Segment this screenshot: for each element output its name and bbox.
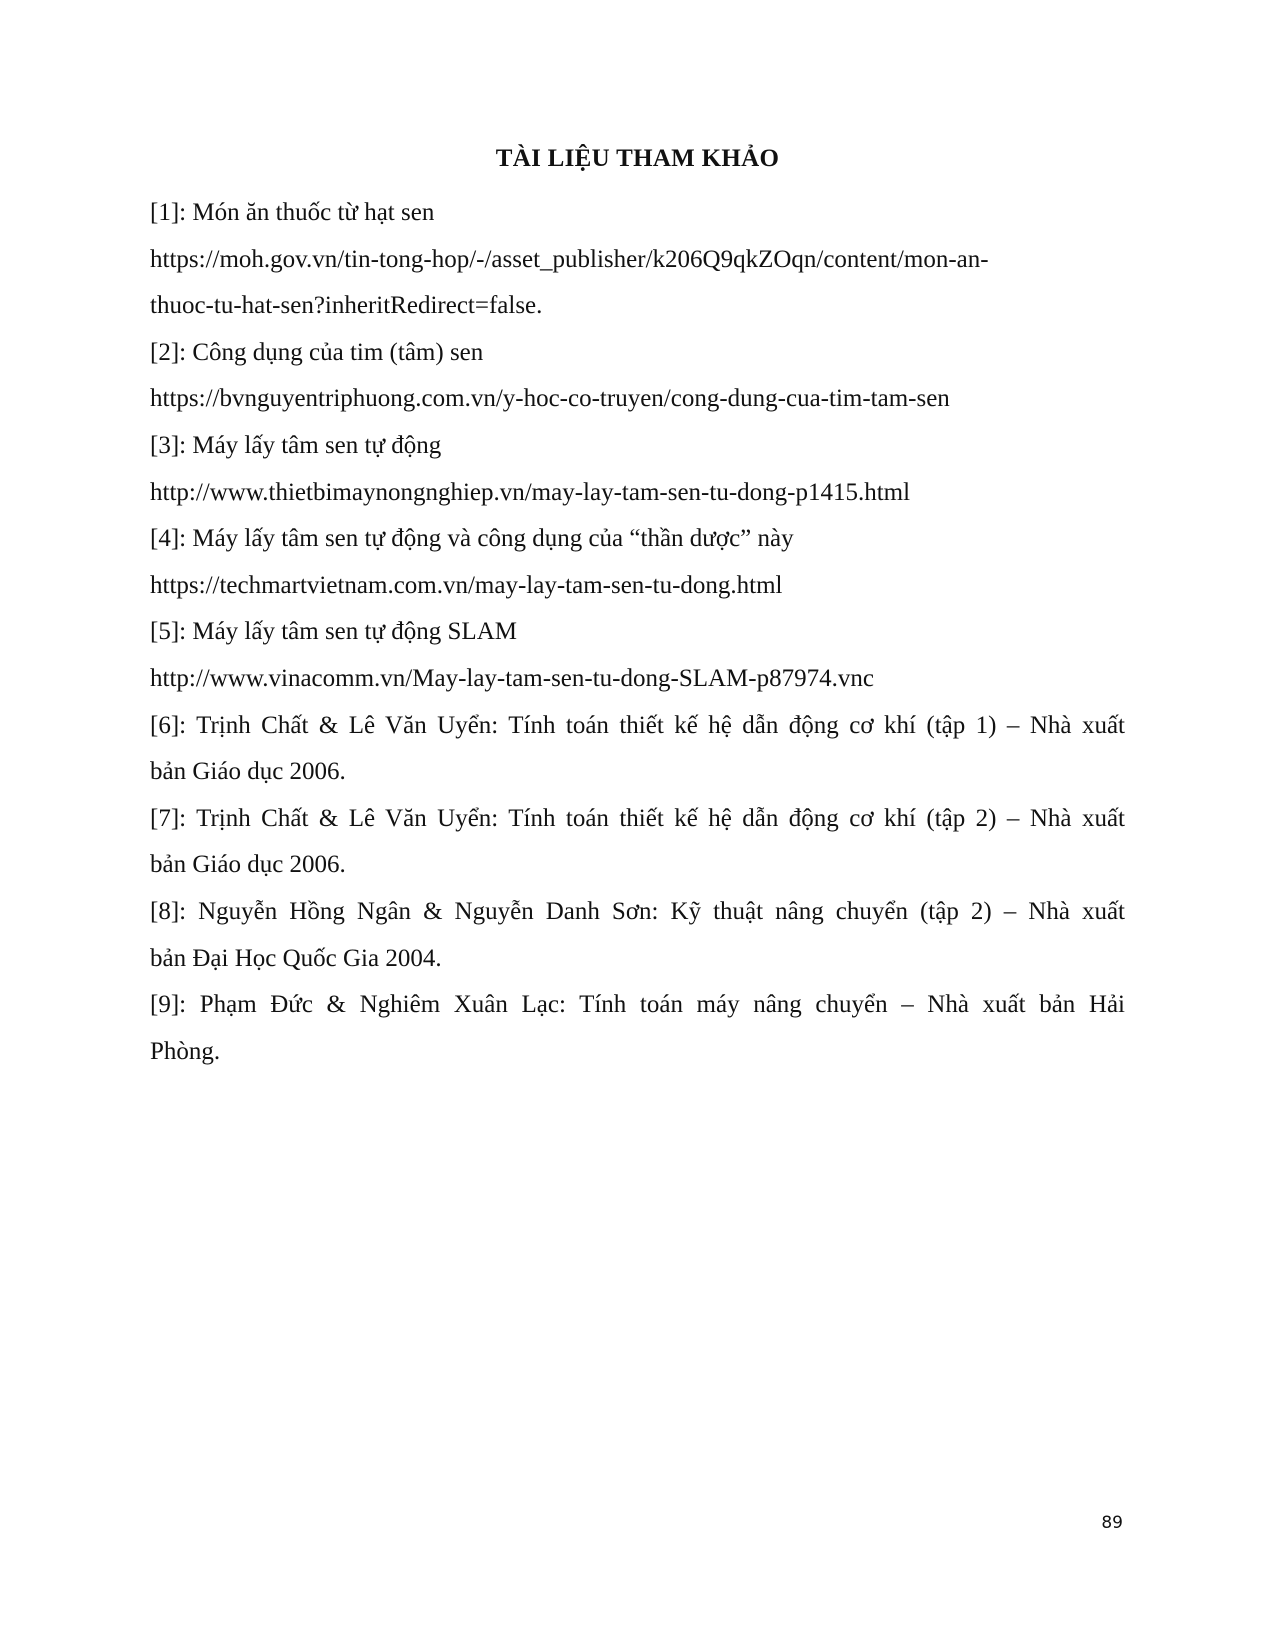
reference-8-continued: bản Đại Học Quốc Gia 2004.: [150, 944, 442, 972]
reference-7: [7]: Trịnh Chất & Lê Văn Uyển: Tính toán thiết kế hệ dẫn động cơ khí (tập 2) – Nhà xuất: [150, 804, 1125, 832]
reference-5-url: http://www.vinacomm.vn/May-lay-tam-sen-tu-dong-SLAM-p87974.vnc: [150, 664, 874, 692]
reference-9: [9]: Phạm Đức & Nghiêm Xuân Lạc: Tính toán máy nâng chuyển – Nhà xuất bản Hải: [150, 991, 1125, 1019]
page-number: 89: [1101, 1513, 1123, 1533]
reference-1-url-continued: thuoc-tu-hat-sen?inheritRedirect=false.: [150, 292, 543, 320]
reference-list: [150, 190, 1125, 1075]
reference-2-title: [2]: Công dụng của tim (tâm) sen: [150, 338, 484, 366]
reference-1-title: [1]: Món ăn thuốc từ hạt sen: [150, 199, 435, 226]
reference-4-url: https://techmartvietnam.com.vn/may-lay-tam-sen-tu-dong.html: [150, 571, 783, 599]
reference-6: [6]: Trịnh Chất & Lê Văn Uyển: Tính toán thiết kế hệ dẫn động cơ khí (tập 1) – Nhà xuất: [150, 711, 1125, 739]
reference-7-continued: bản Giáo dục 2006.: [150, 851, 346, 879]
reference-9-continued: Phòng.: [150, 1037, 221, 1065]
reference-6-continued: bản Giáo dục 2006.: [150, 758, 346, 786]
reference-1-url: https://moh.gov.vn/tin-tong-hop/-/asset_publisher/k206Q9qkZOqn/content/mon-an-: [150, 245, 989, 273]
reference-8: [8]: Nguyễn Hồng Ngân & Nguyễn Danh Sơn: Kỹ thuật nâng chuyển (tập 2) – Nhà xuất: [150, 897, 1125, 925]
page-title: TÀI LIỆU THAM KHẢO: [495, 145, 780, 172]
reference-3-url: http://www.thietbimaynongnghiep.vn/may-lay-tam-sen-tu-dong-p1415.html: [150, 478, 911, 506]
reference-5-title: [5]: Máy lấy tâm sen tự động SLAM: [150, 618, 517, 646]
reference-3-title: [3]: Máy lấy tâm sen tự động: [150, 431, 442, 459]
reference-2-url: https://bvnguyentriphuong.com.vn/y-hoc-co-truyen/cong-dung-cua-tim-tam-sen: [150, 385, 950, 413]
reference-4-title: [4]: Máy lấy tâm sen tự động và công dụng của “thần dược” này: [150, 525, 794, 553]
